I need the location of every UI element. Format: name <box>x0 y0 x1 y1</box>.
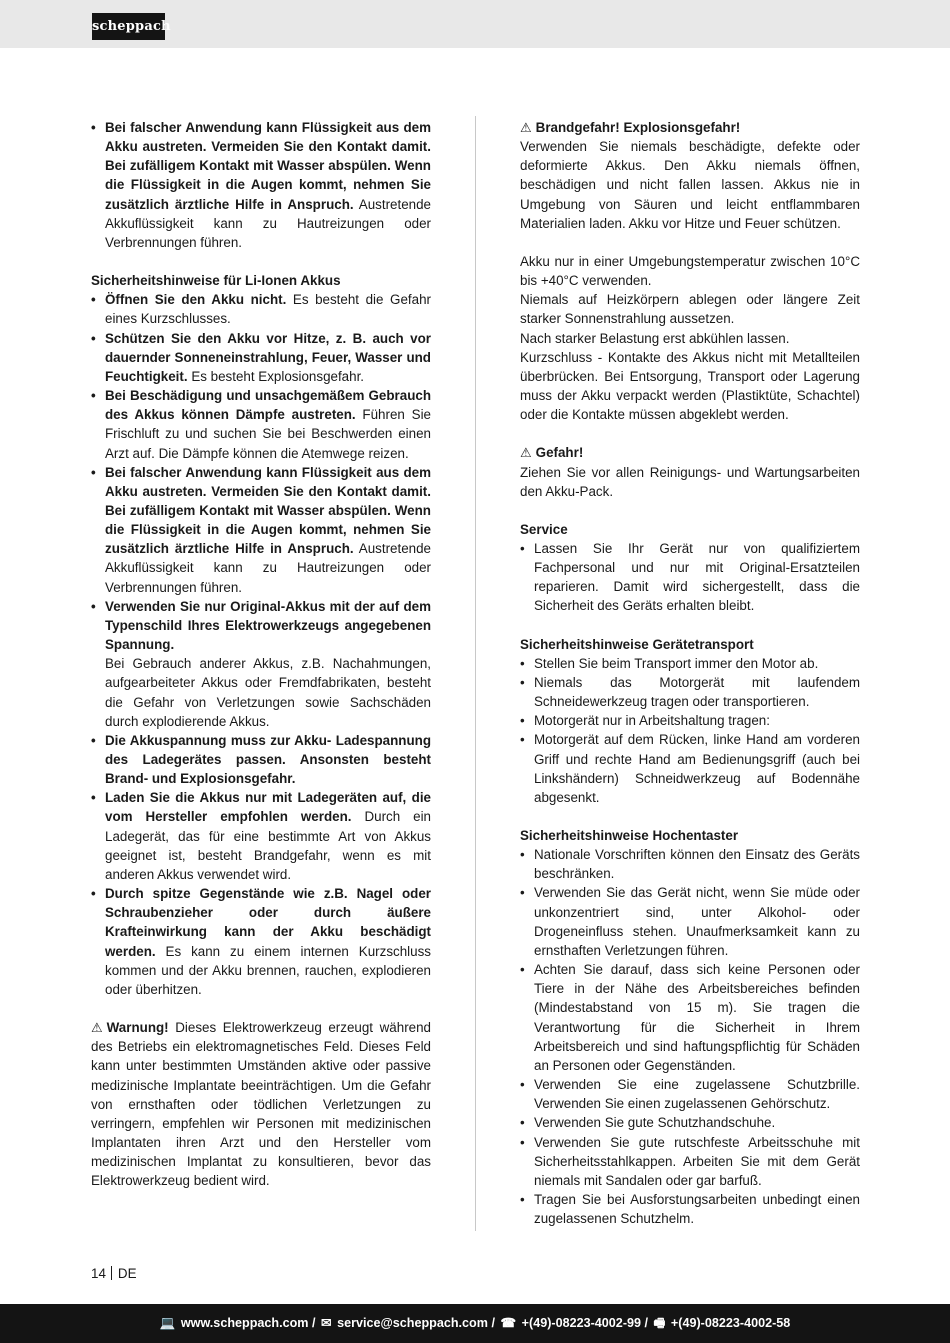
phone-icon: ☎ <box>500 1316 517 1330</box>
list-item: • Laden Sie die Akkus nur mit Ladegeräten auf, die vom Hersteller empfohlen werden. Durch ein Ladegerät, das für eine bestimmte Art von Akkus geeignet ist, besteht Brandgefahr, wenn es mit anderen Akkus verwendet wird. <box>91 788 431 884</box>
phone-number: +(49)-08223-4002-99 / <box>521 1316 649 1330</box>
intro-bullet-list <box>91 118 431 252</box>
right-column <box>520 118 860 1228</box>
liion-bullet-list <box>91 290 431 999</box>
pruner-heading: Sicherheitshinweise Hochentaster <box>520 828 739 843</box>
list-item: • Verwenden Sie gute Schutzhandschuhe. <box>520 1113 860 1132</box>
warning-paragraph: ⚠ Warnung! Dieses Elektrowerkzeug erzeugt während des Betriebs ein elektromagnetisches Feld. Dieses Feld kann unter bestimmten Umständen aktive oder passive medizinische Implantate beeinträchtigen. Um die Gefahr von ernsthaften oder tödlichen Verletzungen zu verringern, empfehlen wir Personen mit medizinischen Implantaten ihren Arzt und den Hersteller vom medizinischen Implantat zu konsultieren, bevor das Elektrowerkzeug bedient wird. <box>91 1020 431 1189</box>
section-heading-liion: Sicherheitshinweise für Li-Ionen Akkus <box>91 273 341 289</box>
list-item: • Bei falscher Anwendung kann Flüssigkeit aus dem Akku austreten. Vermeiden Sie den Kontakt damit. Bei zufälligem Kontakt mit Wasser abspülen. Wenn die Flüssigkeit in die Augen kommt, nehmen Sie zusätzlich ärztliche Hilfe in Anspruch. Austretende Akkuflüssigkeit kann zu Hautreizungen oder Verbrennungen führen. <box>91 118 431 252</box>
transport-list <box>520 654 860 807</box>
list-item: • Niemals das Motorgerät mit laufendem Schneidewerkzeug tragen oder transportieren. <box>520 673 860 711</box>
left-column <box>91 118 431 1190</box>
note-line: Kurzschluss - Kontakte des Akkus nicht mit Metallteilen überbrücken. Bei Entsorgung, Transport oder Lagerung muss der Akku verpackt werden (Plastiktüte, Schachtel) oder die Kontakte müssen abgeklebt werden. <box>520 349 860 423</box>
transport-heading: Sicherheitshinweise Gerätetransport <box>520 636 754 652</box>
page-separator <box>111 1266 112 1280</box>
list-item: • Bei falscher Anwendung kann Flüssigkeit aus dem Akku austreten. Vermeiden Sie den Kontakt damit. Bei zufälligem Kontakt mit Wasser abspülen. Wenn die Flüssigkeit in die Augen kommt, nehmen Sie zusätzlich ärztliche Hilfe in Anspruch. Austretende Akkuflüssigkeit kann zu Hautreizungen oder Verbrennungen führen. <box>91 463 431 597</box>
list-item: • Verwenden Sie gute rutschfeste Arbeitsschuhe mit Sicherheitsstahlkappen. Arbeiten Sie mit dem Gerät niemals mit Sandalen oder gar barfuß. <box>520 1133 860 1190</box>
note-line: Nach starker Belastung erst abkühlen lassen. <box>520 330 790 346</box>
list-item: • Öffnen Sie den Akku nicht. Es besteht die Gefahr eines Kurzschlusses. <box>91 290 431 328</box>
computer-icon: 💻 <box>159 1316 176 1330</box>
email-icon: ✉ <box>321 1316 332 1330</box>
fire-text: Verwenden Sie niemals beschädigte, defekte oder deformierte Akkus. Den Akku niemals öffnen, beschädigen und nicht fallen lassen. Akkus nie in Umgebung von Säuren und leicht entflammbaren Materialien laden. Akku vor Hitze und Feuer schützen. <box>520 139 860 231</box>
note-line: Akku nur in einer Umgebungstemperatur zwischen 10°C bis +40°C verwenden. <box>520 253 860 289</box>
list-item: • Durch spitze Gegenstände wie z.B. Nagel oder Schraubenzieher oder durch äußere Krafteinwirkung kann der Akku beschädigt werden. Es kann zu einem internen Kurzschluss kommen und der Akku brennen, rauchen, explodieren oder überhitzen. <box>91 884 431 999</box>
list-item: • Motorgerät nur in Arbeitshaltung tragen: <box>520 711 860 730</box>
list-item: • Die Akkuspannung muss zur Akku- Ladespannung des Ladegerätes passen. Ansonsten besteht Brand- und Explosionsgefahr. <box>91 731 431 788</box>
header-bar <box>0 0 950 48</box>
list-item: • Schützen Sie den Akku vor Hitze, z. B. auch vor dauernder Sonneneinstrahlung, Feuer, Wasser und Feuchtigkeit. Es besteht Explosionsgefahr. <box>91 329 431 386</box>
temperature-notes <box>520 252 860 424</box>
list-item: • Verwenden Sie nur Original-Akkus mit der auf dem Typenschild Ihres Elektrowerkzeugs angegebenen Spannung. Bei Gebrauch anderer Akkus, z.B. Nachahmungen, aufgearbeiteter Akkus oder Fremdfabrikaten, besteht die Gefahr von Verletzungen sowie Sachschäden durch explodierende Akkus. <box>91 597 431 731</box>
website-link[interactable]: www.scheppach.com / <box>180 1316 316 1330</box>
list-item: • Nationale Vorschriften können den Einsatz des Geräts beschränken. <box>520 845 860 883</box>
warning-triangle-icon: ⚠ <box>520 120 532 135</box>
fax-number: +(49)-08223-4002-58 <box>670 1316 791 1330</box>
list-item: • Verwenden Sie eine zugelassene Schutzbrille. Verwenden Sie einen zugelassenen Gehörschutz. <box>520 1075 860 1113</box>
list-item: • Verwenden Sie das Gerät nicht, wenn Sie müde oder unkonzentriert sind, unter Alkohol- oder Drogeneinfluss stehen. Unaufmerksamkeit kann zu ernsthaften Verletzungen führen. <box>520 883 860 960</box>
list-item: • Tragen Sie bei Ausforstungsarbeiten unbedingt einen zugelassenen Schutzhelm. <box>520 1190 860 1228</box>
service-heading: Service <box>520 521 568 537</box>
danger-text: Ziehen Sie vor allen Reinigungs- und Wartungsarbeiten den Akku-Pack. <box>520 464 860 499</box>
fire-heading: ⚠ Brandgefahr! Explosionsgefahr! <box>520 118 860 137</box>
note-line: Niemals auf Heizkörpern ablegen oder längere Zeit starker Sonnenstrahlung aussetzen. <box>520 292 860 327</box>
email-link[interactable]: service@scheppach.com / <box>337 1316 495 1330</box>
scheppach-logo: scheppach <box>92 13 165 40</box>
list-item: • Achten Sie darauf, dass sich keine Personen oder Tiere in der Nähe des Arbeitsbereiches befinden (Mindestabstand von 15 m). Sie tragen die Verantwortung für die Sicherheit in Ihrem Arbeitsbereich und sind haftungspflichtig für Schäden an Personen oder Gegenständen. <box>520 960 860 1075</box>
list-item: • Lassen Sie Ihr Gerät nur von qualifiziertem Fachpersonal und nur mit Original-Ersatzteilen reparieren. Damit wird sichergestellt, dass die Sicherheit des Geräts erhalten bleibt. <box>520 539 860 616</box>
warning-triangle-icon: ⚠ <box>520 445 532 461</box>
list-item: • Bei Beschädigung und unsachgemäßem Gebrauch des Akkus können Dämpfe austreten. Führen Sie Frischluft zu und suchen Sie bei Beschwerden einen Arzt auf. Die Dämpfe können die Atemwege reizen. <box>91 386 431 463</box>
warning-triangle-icon: ⚠ <box>91 1020 103 1036</box>
pruner-list <box>520 845 860 1228</box>
list-item: • Motorgerät auf dem Rücken, linke Hand am vorderen Griff und rechte Hand am Bedienungsgriff (auch bei Linkshändern) Schneidwerkzeug auf Bodennähe abgesenkt. <box>520 730 860 807</box>
fax-icon: 🖷 <box>653 1316 666 1330</box>
danger-heading: ⚠ Gefahr! <box>520 443 860 462</box>
contact-bar <box>0 1304 950 1343</box>
service-list <box>520 539 860 616</box>
list-item: • Stellen Sie beim Transport immer den Motor ab. <box>520 654 860 673</box>
column-divider <box>475 116 476 1231</box>
page-number: 14 DE <box>91 1266 137 1281</box>
